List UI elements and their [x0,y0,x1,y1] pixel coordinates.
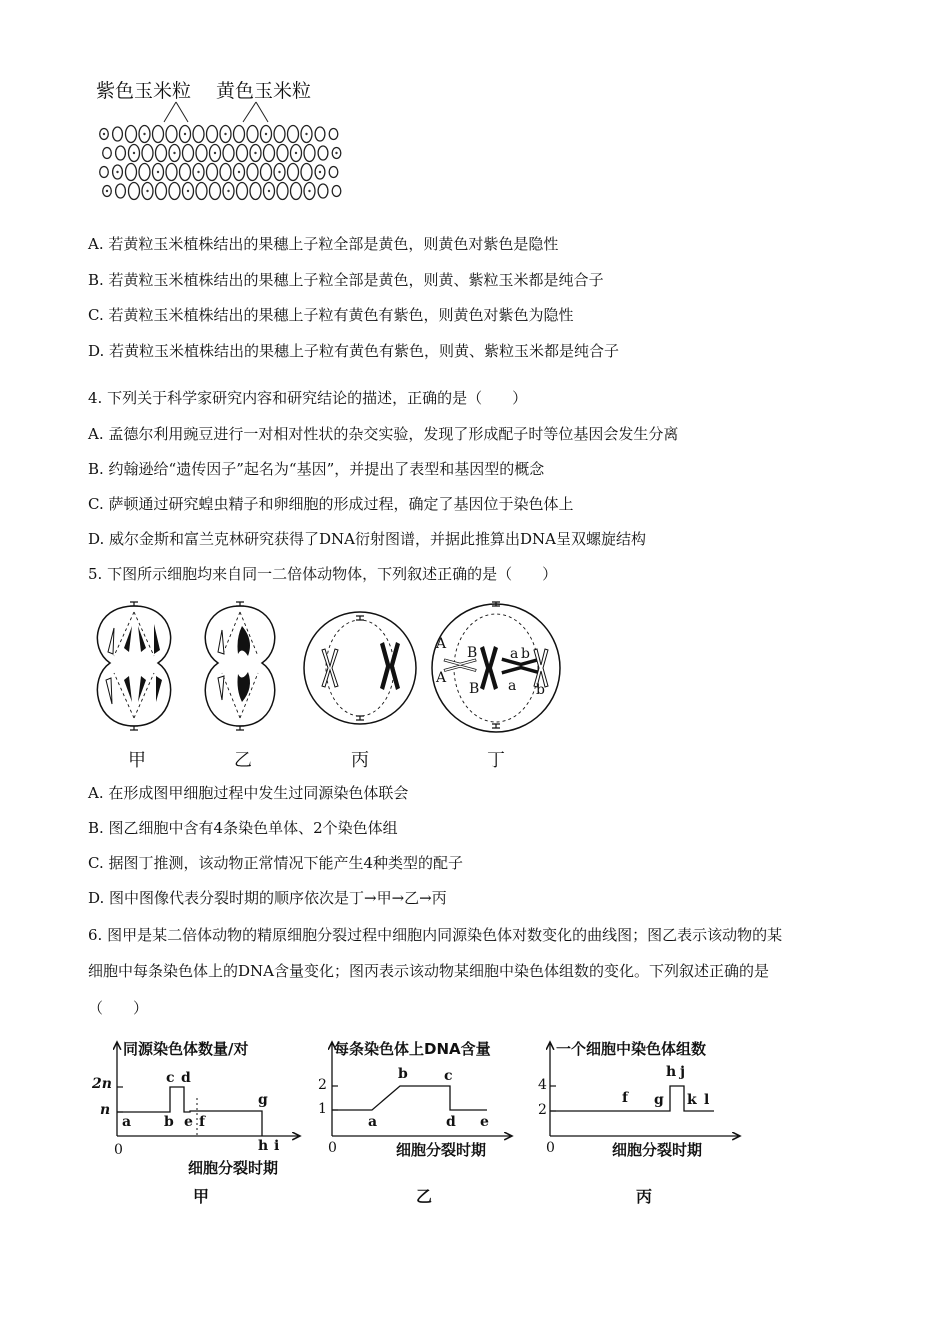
corn-kernel [183,145,194,162]
corn-kernel [277,145,288,162]
corn-kernel [100,167,109,178]
corn-kernel [288,164,299,181]
q6-stem-line-2: 细胞中每条染色体上的DNA含量变化；图丙表示该动物某细胞中染色体组数的变化。下列叙述正确的是 [88,962,769,980]
corn-kernel [156,183,167,200]
corn-kernel [207,126,218,143]
chart-bing-caption: 丙 [636,1187,653,1206]
q3-option-c: C. 若黄粒玉米植株结出的果穗上子粒有黄色有紫色，则黄色对紫色为隐性 [88,306,574,324]
chart-bing-origin: 0 [546,1140,555,1156]
kernel-speckle [268,190,270,192]
kernel-speckle [224,133,226,135]
corn-kernel [139,164,150,181]
chart-bing-point-l: l [704,1092,710,1108]
corn-kernel [250,183,261,200]
chart-jia-point-h: h [258,1138,269,1154]
chart-yi-ytick-1: 1 [318,1101,327,1117]
q5-stem: 5. 下图所示细胞均来自同一二倍体动物体，下列叙述正确的是（ ） [88,565,558,583]
kernel-speckle [254,152,256,154]
cell-label-ding: 丁 [487,750,505,771]
chart-bing-point-h: h [666,1064,677,1080]
chart-jia-title: 同源染色体数量/对 [123,1040,249,1058]
chart-jia-point-g: g [258,1092,268,1108]
kernel-speckle [265,133,267,135]
pointer-line [176,102,188,122]
chart-yi-point-d: d [446,1114,456,1130]
chart-jia-caption: 甲 [193,1187,210,1206]
cell-drawings [84,598,584,738]
corn-kernel [166,126,177,143]
chart-bing-ytick-4: 4 [538,1077,547,1093]
corn-kernel [207,164,218,181]
kernel-speckle [214,152,216,154]
corn-kernel [288,126,299,143]
chart-bing-title: 一个细胞中染色体组数 [556,1040,707,1058]
gene-label: B [469,681,480,697]
chart-jia-xlabel: 细胞分裂时期 [188,1159,279,1177]
q4-option-d: D. 威尔金斯和富兰克林研究获得了DNA衍射图谱，并据此推算出DNA呈双螺旋结构 [88,530,646,548]
kernel-speckle [133,152,135,154]
chart-jia-ytick-n: n [100,1102,111,1118]
kernel-speckle [295,152,297,154]
corn-kernel [237,145,248,162]
q5-option-b: B. 图乙细胞中含有4条染色单体、2个染色体组 [88,819,398,837]
chart-jia [90,1036,310,1206]
cell-jia [97,602,170,730]
corn-kernel [301,164,312,181]
corn-kernel [318,184,328,198]
gene-label: A [436,670,447,686]
q4-option-a: A. 孟德尔利用豌豆进行一对相对性状的杂交实验，发现了形成配子时等位基因会发生分离 [88,425,679,443]
kernel-speckle [308,190,310,192]
kernel-speckle [187,190,189,192]
corn-kernel [142,145,153,162]
corn-kernel [169,183,180,200]
gene-label: a [510,646,519,662]
chart-bing-point-f: f [622,1090,629,1106]
q5-option-d: D. 图中图像代表分裂时期的顺序依次是丁→甲→乙→丙 [88,889,447,907]
corn-kernel [261,164,272,181]
chart-yi-caption: 乙 [416,1187,433,1206]
q3-option-d: D. 若黄粒玉米植株结出的果穗上子粒有黄色有紫色，则黄、紫粒玉米都是纯合子 [88,342,620,360]
corn-kernel [247,164,258,181]
cell-label-jia: 甲 [128,750,146,771]
corn-kernel [166,164,177,181]
corn-kernel [180,164,191,181]
pointer-line [243,102,256,122]
kernel-speckle [319,171,321,173]
corn-kernel [247,126,258,143]
kernel-speckle [116,171,118,173]
chart-yi-origin: 0 [328,1140,337,1156]
chart-bing-point-k: k [687,1092,697,1108]
corn-kernel [196,145,207,162]
cell-yi [205,602,274,730]
q4-option-b: B. 约翰逊给“遗传因子”起名为“基因”，并提出了表型和基因型的概念 [88,460,545,478]
cell-label-bing: 丙 [351,750,369,771]
chart-bing-point-g: g [654,1092,664,1108]
q3-option-a: A. 若黄粒玉米植株结出的果穗上子粒全部是黄色，则黄色对紫色是隐性 [88,235,559,253]
chart-bing-ytick-2: 2 [538,1102,547,1118]
corn-kernel [264,145,275,162]
chart-yi-title: 每条染色体上DNA含量 [334,1040,491,1058]
corn-kernel [193,126,204,143]
q5-option-c: C. 据图丁推测，该动物正常情况下能产生4种类型的配子 [88,854,464,872]
corn-figure [88,72,358,222]
chart-bing-xlabel: 细胞分裂时期 [612,1141,703,1159]
corn-kernel [156,145,167,162]
gene-label: b [536,682,545,698]
corn-kernel [126,164,137,181]
corn-kernel [113,127,123,141]
gene-label: A [436,636,447,652]
cell-bing [304,612,416,724]
label-purple-corn: 紫色玉米粒 [96,80,192,102]
chart-yi-ytick-2: 2 [318,1077,327,1093]
chart-yi-curve [332,1086,487,1110]
corn-kernel [116,146,126,160]
corn-kernel [103,148,112,159]
corn-cob-drawing [88,72,358,222]
chart-bing [534,1036,754,1206]
chart-jia-point-b: b [164,1114,174,1130]
chart-yi [312,1036,532,1206]
kernel-speckle [278,171,280,173]
chart-yi-xlabel: 细胞分裂时期 [396,1141,487,1159]
corn-kernel [318,146,328,160]
chart-jia-point-i: i [274,1138,280,1154]
corn-kernel [153,126,164,143]
chart-jia-point-e: e [184,1114,193,1130]
corn-kernel [126,126,137,143]
kernel-speckle [103,133,105,135]
kernel-speckle [197,171,199,173]
corn-kernel [291,183,302,200]
kernel-speckle [143,133,145,135]
corn-kernel [234,126,245,143]
corn-kernel [223,145,234,162]
kernel-speckle [184,133,186,135]
corn-kernel [196,183,207,200]
gene-label: a [508,678,517,694]
q3-option-b: B. 若黄粒玉米植株结出的果穗上子粒全部是黄色，则黄、紫粒玉米都是纯合子 [88,271,604,289]
chart-jia-point-d: d [181,1070,191,1086]
kernel-speckle [146,190,148,192]
corn-kernel [129,183,140,200]
pointer-line [164,102,176,122]
q4-option-c: C. 萨顿通过研究蝗虫精子和卵细胞的形成过程，确定了基因位于染色体上 [88,495,574,513]
q6-stem-line-1: 6. 图甲是某二倍体动物的精原细胞分裂过程中细胞内同源染色体对数变化的曲线图；图乙表示该动物的某 [88,926,783,944]
kernel-speckle [173,152,175,154]
kernel-speckle [227,190,229,192]
corn-kernel [116,184,126,198]
cell-ding [432,602,560,732]
corn-kernel [332,186,341,197]
kernel-speckle [106,190,108,192]
corn-kernel [274,126,285,143]
corn-kernel [329,129,338,140]
q5-option-a: A. 在形成图甲细胞过程中发生过同源染色体联会 [88,784,409,802]
chart-yi-point-e: e [480,1114,489,1130]
cell-diagrams [84,598,584,773]
corn-kernel [237,183,248,200]
corn-kernel [304,145,315,162]
q6-stem-line-3: （ ） [88,999,149,1017]
gene-label: B [467,645,478,661]
kernel-speckle [238,171,240,173]
gene-label: b [521,646,530,662]
cell-label-yi: 乙 [234,750,252,771]
corn-kernel [220,164,231,181]
kernel-speckle [305,133,307,135]
corn-kernel [210,183,221,200]
chart-bing-point-j: j [680,1064,686,1080]
chart-jia-point-a: a [122,1114,132,1130]
q4-stem: 4. 下列关于科学家研究内容和研究结论的描述，正确的是（ ） [88,389,528,407]
chart-yi-point-b: b [398,1066,408,1082]
chart-jia-origin: 0 [114,1142,123,1158]
chart-jia-point-c: c [166,1070,175,1086]
kernel-speckle [157,171,159,173]
corn-kernel [315,127,325,141]
chart-yi-point-a: a [368,1114,378,1130]
label-yellow-corn: 黄色玉米粒 [216,80,312,102]
pointer-line [256,102,268,122]
corn-kernel [329,167,338,178]
kernel-speckle [335,152,337,154]
chart-jia-ytick-2n: 2n [92,1076,112,1092]
chart-jia-point-f: f [199,1114,206,1130]
corn-kernel [277,183,288,200]
chart-yi-point-c: c [444,1068,453,1084]
